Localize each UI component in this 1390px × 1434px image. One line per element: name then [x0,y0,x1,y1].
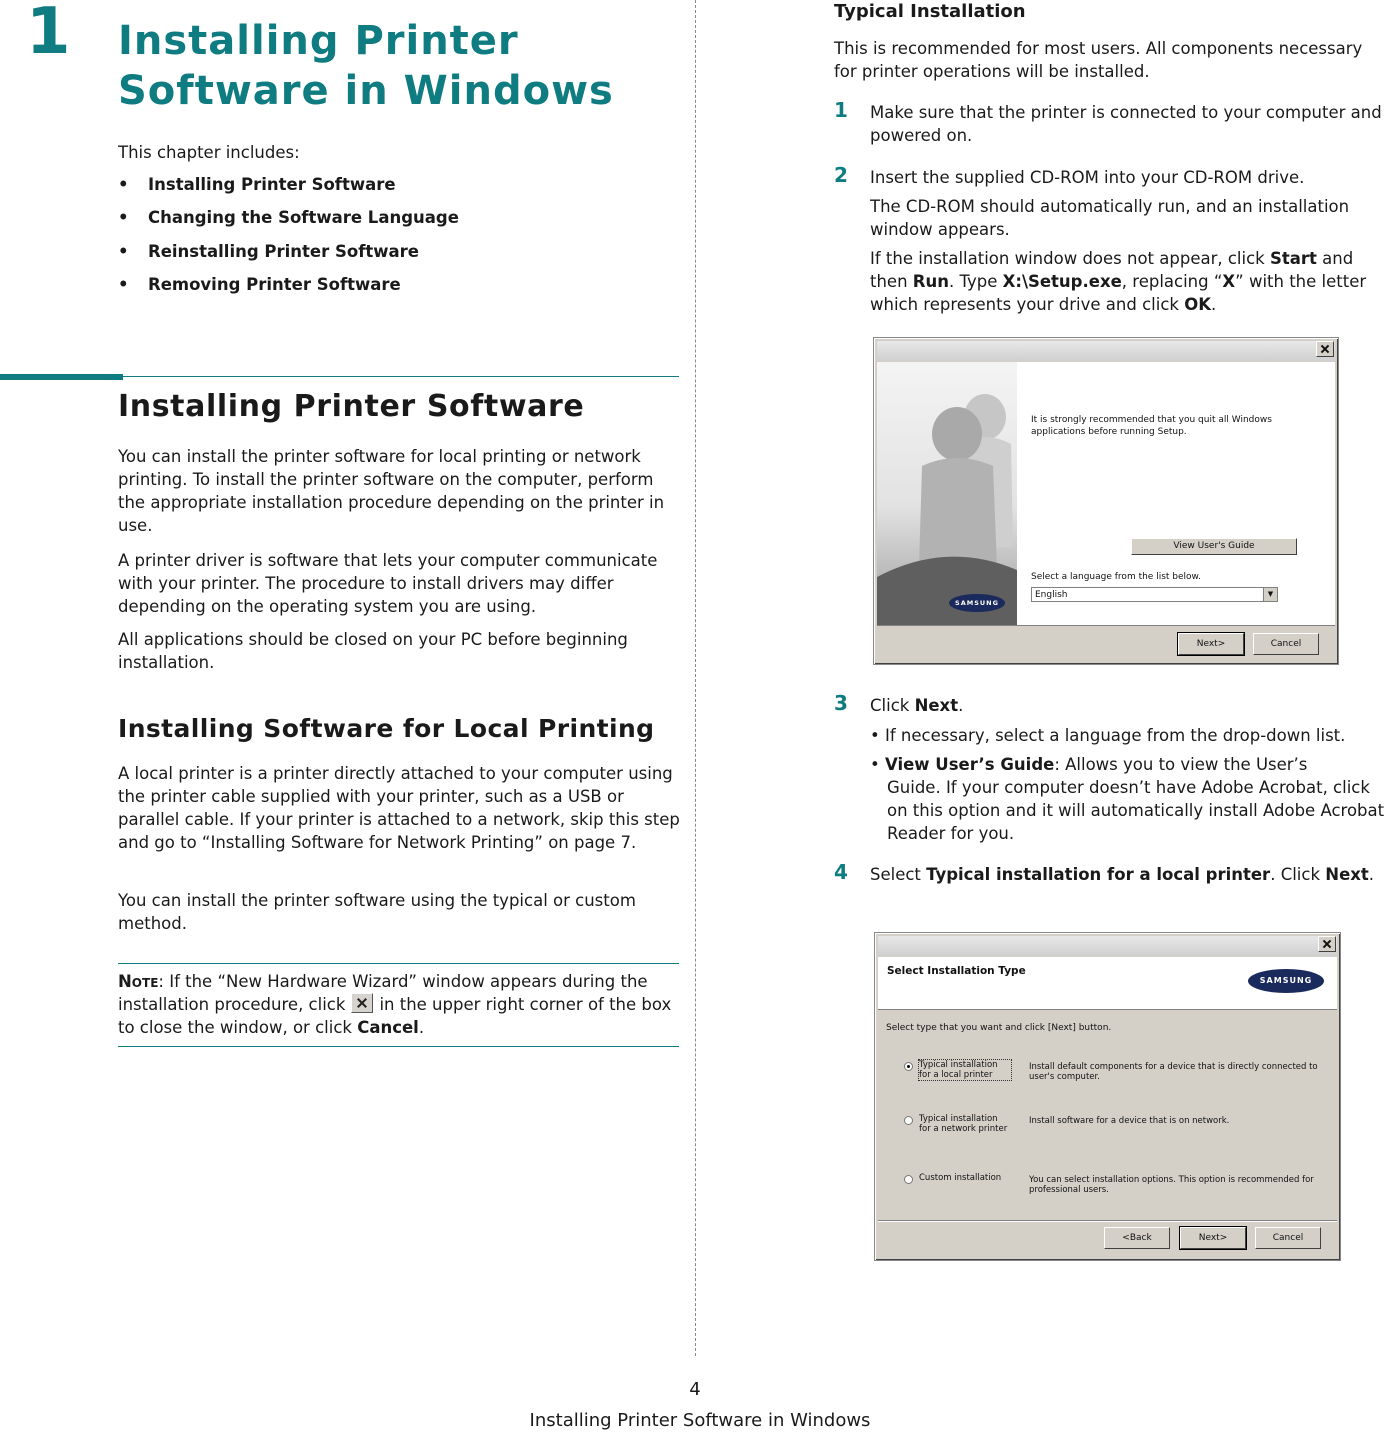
dialog-instructions: Select type that you want and click [Next] button. [886,1023,1112,1033]
step-number: 4 [834,860,848,884]
language-select-value: English [1035,590,1068,600]
dropdown-arrow-icon[interactable]: ▼ [1263,588,1277,601]
dialog-footer-rule [878,1220,1337,1222]
bullet-icon: • [118,241,129,261]
option-description: You can select installation options. This option is recommended for professional users. [1029,1175,1314,1195]
cancel-button[interactable]: Cancel [1255,1227,1321,1249]
contents-item-label: Changing the Software Language [148,208,459,228]
step-number: 2 [834,163,848,187]
note [118,970,680,1039]
option-description: Install software for a device that is on network. [1029,1116,1230,1126]
contents-item[interactable] [118,272,459,305]
chapter-title: Installing Printer Software in Windows [118,18,614,114]
view-users-guide-button[interactable]: View User's Guide [1131,538,1297,555]
dialog-message: It is strongly recommended that you quit all Windows applications before running Setup. [1031,415,1272,437]
option-description: Install default components for a device that is directly connected to user's computer. [1029,1062,1318,1082]
setup-figure-illustration [877,362,1017,625]
running-footer: Installing Printer Software in Windows [529,1410,871,1431]
cancel-button[interactable]: Cancel [1253,633,1319,655]
samsung-logo: SAMSUNG [949,594,1005,612]
step-text: Make sure that the printer is connected to your computer and powered on. [870,103,1382,145]
typical-installation-heading: Typical Installation [834,1,1026,22]
note-text: . [418,1018,425,1037]
section-rule [123,376,679,377]
step-text: Insert the supplied CD-ROM into your CD-ROM drive. [870,168,1305,187]
language-select[interactable] [1031,587,1278,602]
bullet-icon: • [118,175,129,194]
contents-item-label: Reinstalling Printer Software [148,241,419,261]
radio-button[interactable] [904,1116,913,1125]
bullet-icon: • [118,275,129,295]
step-number: 1 [834,98,848,122]
option-label: Typical installation for a network printer [919,1114,1008,1134]
contents-item[interactable] [118,205,459,238]
contents-item[interactable] [118,239,459,272]
contents-item-label: Installing Printer Software [148,175,396,194]
bullet-icon: • [118,208,129,228]
next-button[interactable]: Next> [1178,633,1244,655]
chapter-number: 1 [26,0,71,69]
close-icon[interactable] [1316,341,1334,357]
section-paragraph: All applications should be closed on your PC before beginning installation. [118,630,628,672]
subsection-paragraph: A local printer is a printer directly attached to your computer using the printer cable supplied with your printer, such as a USB or parallel cable. If your printer is attached to a network, skip this step and go to “Installing Software for Network Printing” on page 7. [118,764,680,852]
step-bullet: • If necessary, select a language from the drop-down list. [870,726,1346,745]
step-bullet: • View User’s Guide: Allows you to view the User’s Guide. If your computer doesn’t have Adobe Acrobat, click on this option and it will automatically install Adobe Acrobat Reader for you. [870,755,1385,843]
step-detail: If the installation window does not appear, click Start and then Run. Type X:\Setup.exe, replacing “X” with the letter which represents your drive and click OK. [870,249,1367,314]
section-paragraph: A printer driver is software that lets your computer communicate with your printer. The procedure to install drivers may differ depending on the operating system you are using. [118,551,658,616]
samsung-logo: SAMSUNG [1248,969,1324,993]
page-number: 4 [689,1379,701,1400]
option-label: Custom installation [919,1173,1002,1183]
section-paragraph: You can install the printer software for local printing or network printing. To install the printer software on the computer, perform the appropriate installation procedure depending on the printer in use. [118,447,665,535]
dialog-content-panel [877,362,1335,626]
step-number: 3 [834,691,848,715]
note-text: : If the “New Hardware Wizard” window appears during the installation procedure, click [118,972,648,1014]
option-label: Typical installation for a local printer [919,1060,1011,1080]
radio-button[interactable] [904,1175,913,1184]
back-button[interactable]: <Back [1104,1227,1170,1249]
note-label: Note [118,972,159,991]
setup-dialog-screenshot [873,337,1339,665]
subsection-paragraph: You can install the printer software using the typical or custom method. [118,891,636,933]
installation-type-dialog-screenshot [874,932,1341,1261]
close-icon[interactable] [1318,936,1336,952]
typical-installation-intro: This is recommended for most users. All components necessary for printer operations will be installed. [834,39,1363,81]
step-detail: The CD-ROM should automatically run, and an installation window appears. [870,197,1350,239]
column-divider [695,0,696,1356]
subsection-heading: Installing Software for Local Printing [118,714,655,743]
step-text: Select Typical installation for a local printer. Click Next. [870,865,1375,884]
note-cancel-word: Cancel [357,1018,419,1037]
contents-item[interactable] [118,172,459,205]
dialog-title-bar [877,341,1335,361]
radio-button-selected[interactable] [904,1062,913,1071]
step-text: Click Next. [870,696,964,715]
next-button[interactable]: Next> [1180,1227,1246,1249]
contents-item-label: Removing Printer Software [148,275,401,295]
language-label: Select a language from the list below. [1031,572,1201,582]
section-heading: Installing Printer Software [118,389,585,424]
dialog-header [878,957,1337,1010]
dialog-header-title: Select Installation Type [887,965,1026,977]
note-text: in the upper right corner of the box to close the window, or click [118,995,672,1037]
section-rule-accent [0,374,123,380]
chapter-contents-list [118,172,459,306]
close-icon [351,993,373,1013]
note-rule-top [118,963,679,964]
chapter-intro: This chapter includes: [118,143,300,162]
dialog-title-bar [878,936,1337,956]
note-rule-bottom [118,1046,679,1047]
